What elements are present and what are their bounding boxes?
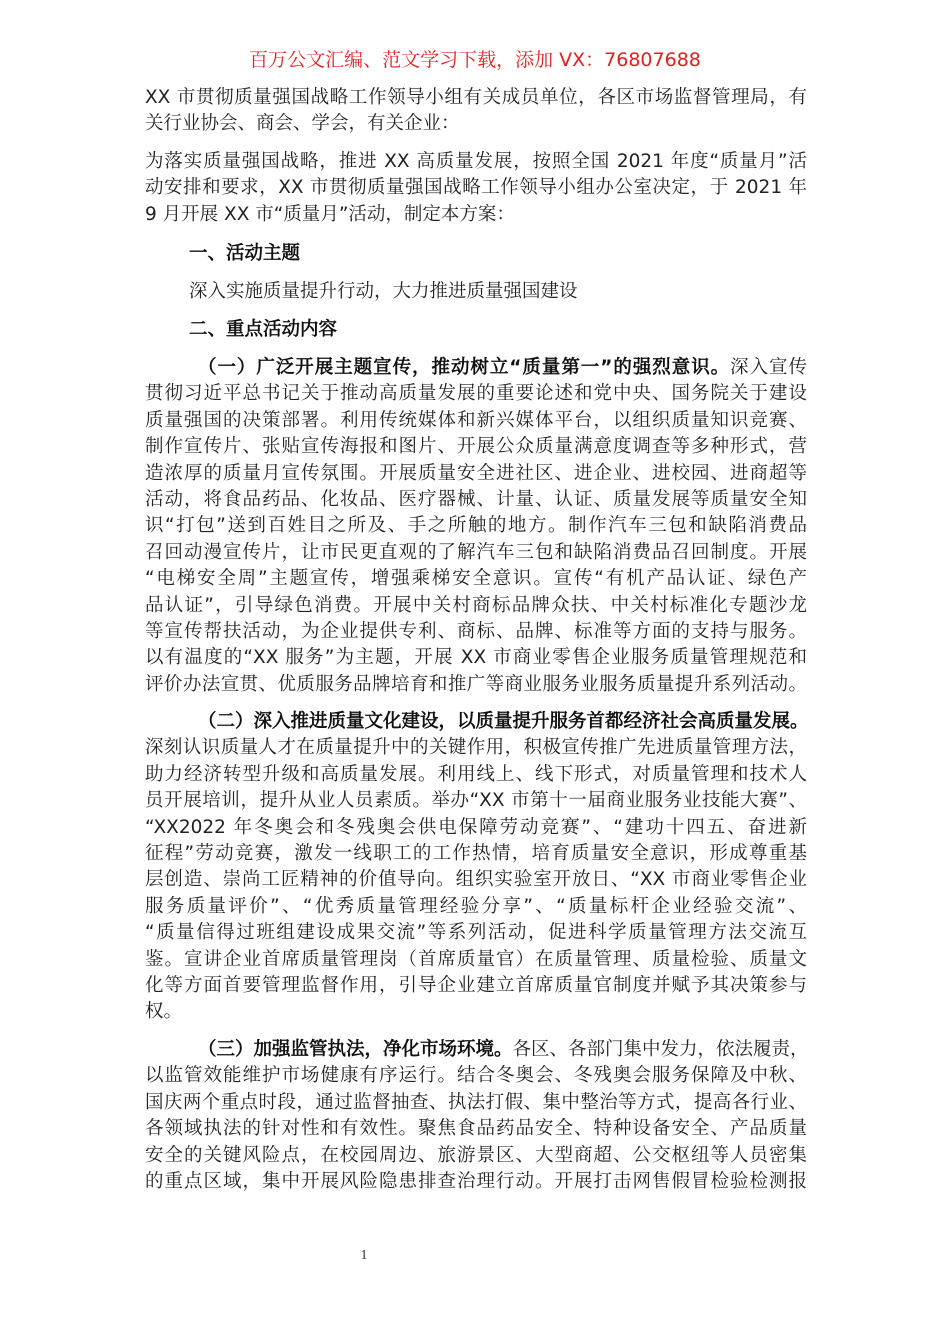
text-line: 助力经济转型升级和高质量发展。利用线上、线下形式，对质量管理和技术人 [145, 763, 807, 785]
text-line: 以有温度的“XX 服务”为主题，开展 XX 市商业零售企业服务质量管理规范和 [145, 647, 807, 669]
heading-key-activities [145, 317, 851, 343]
text-line: XX 市贯彻质量强国战略工作领导小组有关成员单位，各区市场监督管理局，有 [145, 87, 807, 108]
text-line: 品认证”，引导绿色消费。开展中关村商标品牌众扶、中关村标准化专题沙龙 [145, 594, 807, 616]
section-lead-line [145, 1037, 807, 1063]
theme-text: 深入实施质量提升行动，大力推进质量强国建设 [189, 281, 578, 302]
text-line: 动安排和要求，XX 市贯彻质量强国战略工作领导小组办公室决定，于 2021 年 [145, 177, 807, 199]
text-line: “质量信得过班组建设成果交流”等系列活动，促进科学质量管理方法交流互 [145, 922, 807, 944]
text-line: 征程”劳动竞赛，激发一线职工的工作热情，培育质量安全意识，形成尊重基 [145, 842, 807, 864]
text-line: 制作宣传片、张贴宣传海报和图片、开展公众质量满意度调查等多种形式，营 [145, 436, 807, 458]
text-line: 以监管效能维护市场健康有序运行。结合冬奥会、冬残奥会服务保障及中秋、 [145, 1065, 807, 1087]
text-line: 评价办法宣贯、优质服务品牌培育和推广等商业服务业服务质量提升系列活动。 [145, 673, 807, 695]
text-line: 造浓厚的质量月宣传氛围。开展质量安全进社区、进企业、进校园、进商超等 [145, 462, 807, 484]
text-line: 各领域执法的针对性和有效性。聚焦食品药品安全、特种设备安全、产品质量 [145, 1118, 807, 1140]
section-3 [145, 1037, 807, 1195]
text-line: 深刻认识质量人才在质量提升中的关键作用，积极宣传推广先进质量管理方法， [145, 737, 807, 759]
section-lead: （二）深入推进质量文化建设，以质量提升服务首都经济社会高质量发展。 [198, 711, 809, 732]
text-line: 安全的关键风险点，在校园周边、旅游景区、大型商超、公交枢纽等人员密集 [145, 1144, 807, 1166]
section-lead-line [145, 709, 807, 735]
text-line: 召回动漫宣传片，让市民更直观的了解汽车三包和缺陷消费品召回制度。开展 [145, 541, 807, 563]
page-number: 1 [360, 1248, 368, 1263]
section-2 [145, 709, 807, 1026]
section-lead: （一）广泛开展主题宣传，推动树立“质量第一”的强烈意识。 [198, 357, 731, 378]
text-line: 贯彻习近平总书记关于推动高质量发展的重要论述和党中央、国务院关于建设 [145, 383, 807, 405]
heading-text: 一、活动主题 [189, 243, 301, 264]
section-lead: （三）加强监管执法，净化市场环境。 [198, 1039, 513, 1060]
heading-activity-theme [145, 241, 851, 267]
text-line: 的重点区域，集中开展风险隐患排查治理行动。开展打击网售假冒检验检测报 [145, 1170, 807, 1192]
text-line: 识“打包”送到百姓目之所及、手之所触的地方。制作汽车三包和缺陷消费品 [145, 515, 807, 537]
text-line: 国庆两个重点时段，通过监督抽查、执法打假、集中整治等方式，提高各行业、 [145, 1091, 807, 1113]
text-line: 质量强国的决策部署。利用传统媒体和新兴媒体平台，以组织质量知识竞赛、 [145, 409, 807, 431]
section-lead-line [145, 355, 807, 381]
text-line: 关行业协会、商会、学会，有关企业： [145, 113, 460, 135]
section-text: 深入宣传 [730, 357, 807, 378]
text-line: 鉴。宣讲企业首席质量管理岗（首席质量官）在质量管理、质量检验、质量文 [145, 948, 807, 970]
text-line: 层创造、崇尚工匠精神的价值导向。组织实验室开放日、“XX 市商业零售企业 [145, 869, 807, 891]
text-line: “XX2022 年冬奥会和冬残奥会供电保障劳动竞赛”、“建功十四五、奋进新 [145, 816, 807, 838]
section-1 [145, 355, 807, 698]
addressee-paragraph [145, 85, 807, 138]
text-line: 等宣传帮扶活动，为企业提供专利、商标、品牌、标准等方面的支持与服务。 [145, 620, 807, 642]
text-line: 9 月开展 XX 市“质量月”活动，制定本方案： [145, 203, 515, 225]
intro-paragraph [145, 149, 807, 228]
text-line: 化等方面首要管理监督作用，引导企业建立首席质量官制度并赋予其决策参与 [145, 974, 807, 996]
text-line: 活动，将食品药品、化妆品、医疗器械、计量、认证、质量发展等质量安全知 [145, 488, 807, 510]
section-text: 各区、各部门集中发力，依法履责， [512, 1039, 809, 1060]
text-line: 为落实质量强国战略，推进 XX 高质量发展，按照全国 2021 年度“质量月”活 [145, 151, 807, 172]
text-line: 服务质量评价”、“优秀质量管理经验分享”、“质量标杆企业经验交流”、 [145, 895, 807, 917]
text-line: 权。 [145, 1001, 183, 1023]
download-notice-banner: 百万公文汇编、范文学习下载，添加 VX：76807688 [249, 49, 701, 71]
text-line: 员开展培训，提升从业人员素质。举办“XX 市第十一届商业服务业技能大赛”、 [145, 790, 807, 812]
text-line: “电梯安全周”主题宣传，增强乘梯安全意识。宣传“有机产品认证、绿色产 [145, 568, 807, 590]
heading-text: 二、重点活动内容 [189, 319, 338, 340]
